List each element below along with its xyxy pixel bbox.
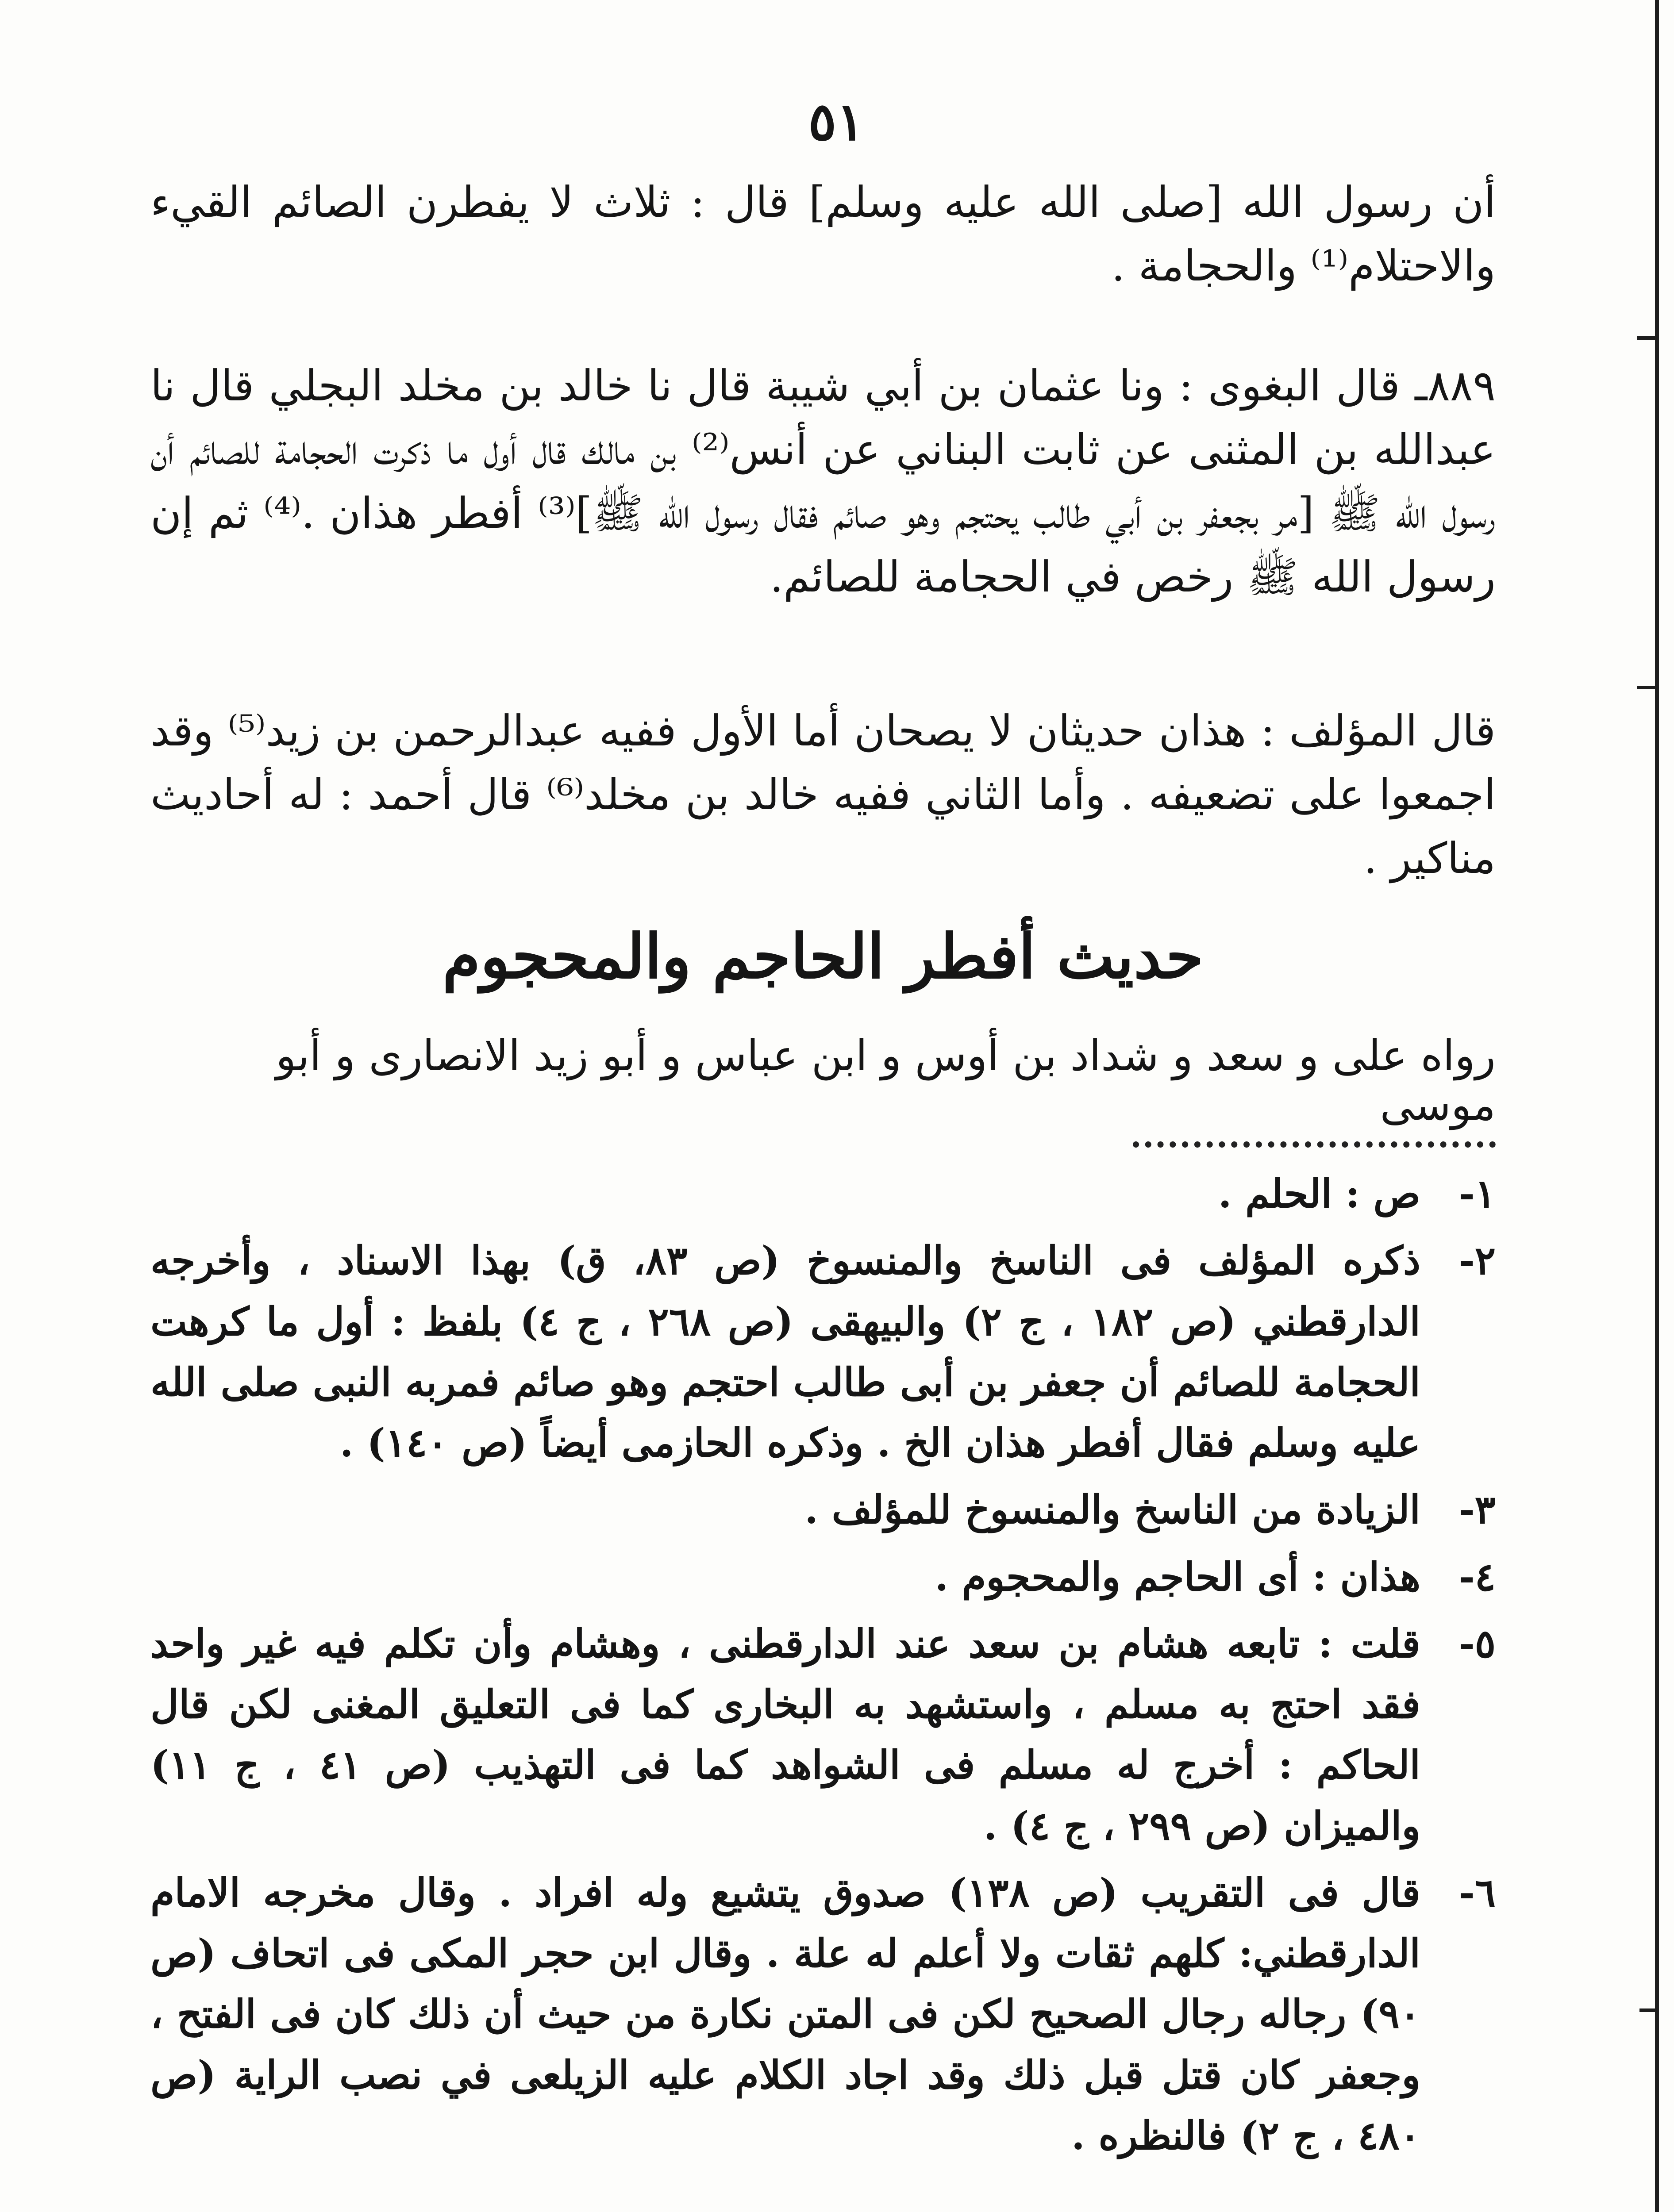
margin-tick-mark <box>1637 336 1657 340</box>
body-paragraph-3: قال المؤلف : هذان حديثان لا يصحان أما الأول ففيه عبدالرحمن بن زيد⁽⁵⁾ وقد اجمعوا على تضعيفه . وأما الثاني ففيه خالد بن مخلد⁽⁶⁾ قال أحمد : له أحاديث مناكير . <box>150 706 1496 883</box>
footnote-text: الزيادة من الناسخ والمنسوخ للمؤلف . <box>804 1486 1420 1533</box>
section-heading: حديث أفطر الحاجم والمحجوم <box>443 920 1204 992</box>
body-paragraph-1: أن رسول الله [صلى الله عليه وسلم] قال : ثلاث لا يفطرن الصائم القيء والاحتلام⁽¹⁾ والحجامة . <box>150 177 1496 291</box>
footnote-number: ٤- <box>1458 1553 1496 1600</box>
footnote-item <box>150 1547 1496 1607</box>
footnote-number: ٦- <box>1458 1869 1496 1916</box>
binding-margin-line <box>1655 0 1659 2212</box>
footnote-text: قال فى التقريب (ص ١٣٨) صدوق يتشيع وله افراد . وقال مخرجه الامام الدارقطني: كلهم ثقات ولا أعلم له علة . وقال ابن حجر المكى فى اتحاف (ص ٩٠) رجاله رجال الصحيح لكن فى المتن نكارة من حيث أن ذلك كان فى الفتح ، وجعفر كان قتل قبل ذلك وقد اجاد الكلام عليه الزيلعى في نصب الراية (ص ٤٨٠ ، ج ٢) فالنظره . <box>150 1869 1420 2158</box>
footnote-divider <box>1133 1141 1496 1148</box>
footnote-text: ذكره المؤلف فى الناسخ والمنسوخ (ص ٨٣، ق) بهذا الاسناد ، وأخرجه الدارقطني (ص ١٨٢ ، ج ٢) والبيهقى (ص ٢٦٨ ، ج ٤) بلفظ : أول ما كرهت الحجامة للصائم أن جعفر بن أبى طالب احتجم وهو صائم فمربه النبى صلى الله عليه وسلم فقال أفطر هذان الخ . وذكره الحازمى أيضاً (ص ١٤٠) . <box>150 1237 1421 1466</box>
footnote-text: قلت : تابعه هشام بن سعد عند الدارقطنى ، وهشام وأن تكلم فيه غير واحد فقد احتج به مسلم ، واستشهد به البخارى كما فى التعليق المغنى لكن قال الحاكم : أخرج له مسلم فى الشواهد كما فى التهذيب (ص ٤١ ، ج ١١) والميزان (ص ٢٩٩ ، ج ٤) . <box>150 1620 1420 1849</box>
footnote-text: ص : الحلم . <box>1218 1171 1420 1217</box>
margin-tick-mark <box>1637 686 1657 689</box>
footnote-number: ٥- <box>1458 1620 1496 1667</box>
footnote-number: ١- <box>1458 1171 1496 1217</box>
footnotes-list <box>150 1164 1496 2172</box>
footnote-text: هذان : أى الحاجم والمحجوم . <box>935 1553 1420 1600</box>
page-number: ٥١ <box>808 91 865 152</box>
narrators-line: رواه على و سعد و شداد بن أوس و ابن عباس و أبو زيد الانصارى و أبو موسى <box>276 1031 1496 1130</box>
footnote-item <box>150 1230 1496 1473</box>
margin-tick-mark <box>1639 2008 1657 2012</box>
footnote-number: ٢- <box>1458 1237 1496 1284</box>
footnote-item <box>150 1164 1496 1224</box>
footnote-number: ٣- <box>1458 1486 1496 1533</box>
body-paragraph-2: ٨٨٩ـ قال البغوى : ونا عثمان بن أبي شيبة قال نا خالد بن مخلد البجلي قال نا عبدالله بن المثنى عن ثابت البناني عن أنس⁽²⁾ بن مالك قال أول ما ذكرت الحجامة للصائم أن رسول الله ﷺ [مر بجعفر بن أبي طالب يحتجم وهو صائم فقال رسول الله ﷺ]⁽³⁾ أفطر هذان .⁽⁴⁾ ثم إن رسول الله ﷺ رخص في الحجامة للصائم. <box>150 361 1496 602</box>
footnote-item <box>150 1479 1496 1540</box>
footnote-item <box>150 1613 1496 1856</box>
footnote-item <box>150 1863 1496 2166</box>
